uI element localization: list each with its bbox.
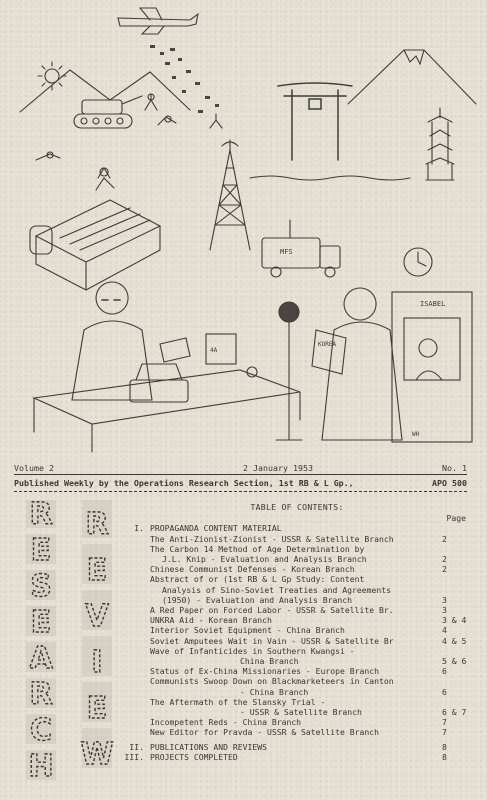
toc-entry-page: 5 & 6 xyxy=(442,656,467,667)
title-letter: C xyxy=(29,713,53,748)
volume-label: Volume 2 xyxy=(14,463,54,473)
mountain-fuji-icon xyxy=(348,50,476,104)
tank-icon xyxy=(74,96,142,128)
booth-sign: ISABEL xyxy=(420,300,446,308)
toc-entry-title: - USSR & Satellite Branch xyxy=(240,707,362,718)
toc-entry-page: 2 xyxy=(442,554,447,565)
toc-entry xyxy=(122,564,472,574)
issue-date: 2 January 1953 xyxy=(243,463,313,473)
water-lines xyxy=(250,176,410,180)
toc-entry-title: The Aftermath of the Slansky Trial - xyxy=(150,696,326,707)
issue-number: No. 1 xyxy=(442,463,467,473)
toc-entry-page: 2 xyxy=(442,564,447,575)
toc-entry xyxy=(122,676,472,686)
publisher-text: Published Weekly by the Operations Research Section, 1st RB & L Gp., xyxy=(14,478,354,488)
masthead-rule-top xyxy=(14,474,467,475)
toc-section-number: III. xyxy=(124,751,144,762)
toc-entry-title: Analysis of Sino-Soviet Treaties and Agreements xyxy=(162,584,392,595)
toc-entry xyxy=(122,646,472,656)
toc-entry-page: 3 & 4 xyxy=(442,615,467,626)
title-letter: H xyxy=(28,749,54,784)
leaflets-icon xyxy=(150,45,219,113)
toc-entry-page xyxy=(442,523,472,533)
toc-entry-page xyxy=(442,585,472,595)
toc-entry-page xyxy=(442,697,472,707)
research-review-title-art xyxy=(22,500,132,800)
masthead-volume-line xyxy=(14,463,467,473)
toc-entry-page xyxy=(442,544,472,554)
title-letter: R xyxy=(29,500,53,532)
toc-entry-page: 8 xyxy=(442,751,447,762)
toc-entry-title: J.L. Knip - Evaluation and Analysis Branch xyxy=(162,554,367,565)
toc-entry xyxy=(122,727,472,737)
clock-icon xyxy=(404,248,432,276)
toc-section xyxy=(122,752,472,762)
toc-entry-page: 7 xyxy=(442,727,447,738)
toc-entry xyxy=(122,574,472,584)
toc-entry xyxy=(122,697,472,707)
toc-entry-page: 4 & 5 xyxy=(442,635,467,646)
title-letter: R xyxy=(85,507,109,542)
radio-truck-icon xyxy=(262,220,340,277)
toc-entry-page: 6 xyxy=(442,666,447,677)
toc-entry-page: 6 xyxy=(442,686,447,697)
toc-entry-page xyxy=(442,646,472,656)
toc-entry xyxy=(122,585,472,595)
title-letter: E xyxy=(86,553,108,588)
toc-entry-title: The Anti-Zionist-Zionist - USSR & Satellite Branch xyxy=(150,533,394,544)
apo-text: APO 500 xyxy=(432,478,467,488)
toc-entry-title: PROJECTS COMPLETED xyxy=(150,751,238,762)
title-letter: E xyxy=(86,691,108,726)
toc-section-number: II. xyxy=(129,741,144,752)
toc-entry-page xyxy=(442,574,472,584)
title-letter: S xyxy=(30,569,52,604)
toc-entry-page: 6 & 7 xyxy=(442,707,467,718)
toc-entry xyxy=(122,666,472,676)
toc-entry xyxy=(122,595,472,605)
toc-entry xyxy=(122,554,472,564)
title-letter: E xyxy=(30,605,52,640)
title-letter: E xyxy=(30,533,52,568)
toc-entry-page: 4 xyxy=(442,625,447,636)
toc-entry-title: Communists Swoop Down on Blackmarketeers in Canton xyxy=(150,676,394,687)
title-letter: W xyxy=(80,737,114,772)
toc-entry-page: 3 xyxy=(442,594,447,605)
toc-entry-page: 8 xyxy=(442,741,447,752)
masthead-rule-bottom xyxy=(14,491,467,492)
toc-entry-title: UNKRA Aid - Korean Branch xyxy=(150,615,272,626)
toc-title: TABLE OF CONTENTS: xyxy=(250,502,344,512)
desk-scene xyxy=(34,282,300,452)
masthead-publisher-line xyxy=(14,478,467,488)
booth-scene xyxy=(392,292,472,442)
pagoda-icon xyxy=(426,108,454,180)
toc-entry xyxy=(122,707,472,717)
toc-entry xyxy=(122,615,472,625)
toc-entry-title: (1950) - Evaluation and Analysis Branch xyxy=(162,594,353,605)
announcer-scene xyxy=(276,288,402,440)
toc-entry-title: Soviet Amputees Wait in Vain - USSR & Satellite Br xyxy=(150,635,394,646)
toc-entry-title: PUBLICATIONS AND REVIEWS xyxy=(150,741,267,752)
toc-section xyxy=(122,523,472,533)
printing-press-icon xyxy=(30,168,160,290)
torii-gate-icon xyxy=(278,83,352,160)
artist-initials: WH xyxy=(412,431,420,438)
radio-tower-icon xyxy=(210,140,250,250)
title-letter: A xyxy=(29,641,53,676)
toc-entry-page: 7 xyxy=(442,717,447,728)
truck-sign: MFS xyxy=(280,248,293,256)
toc-entry-page: 2 xyxy=(442,533,447,544)
paper-label: KOREA xyxy=(318,341,337,348)
title-letter: V xyxy=(85,599,109,634)
toc-entry-title: A Red Paper on Forced Labor - USSR & Satellite Br. xyxy=(150,605,394,616)
toc-entry-title: Incompetent Reds - China Branch xyxy=(150,717,302,728)
toc-entry-title: - China Branch xyxy=(240,686,309,697)
toc-page-header: Page xyxy=(446,513,466,524)
toc-entry-title: Wave of Infanticides in Southern Kwangsi - xyxy=(150,645,355,656)
toc-entry xyxy=(122,636,472,646)
review-word-art xyxy=(80,500,113,772)
toc-entry-title: China Branch xyxy=(240,656,299,667)
toc-entry-title: Chinese Communist Defenses - Korean Branch xyxy=(150,564,355,575)
toc-entry xyxy=(122,605,472,615)
toc-entry-title: Abstract of or (1st RB & L Gp Study: Content xyxy=(150,574,365,585)
toc-entry xyxy=(122,687,472,697)
toc-entry-title: The Carbon 14 Method of Age Determination by xyxy=(150,543,365,554)
toc-entry-page: 3 xyxy=(442,605,447,616)
toc-entry-page xyxy=(442,676,472,686)
toc-entry xyxy=(122,656,472,666)
box-label: 4A xyxy=(210,347,218,354)
toc-entry-title: New Editor for Pravda - USSR & Satellite Branch xyxy=(150,727,380,738)
research-word-art xyxy=(26,500,56,784)
airplane-icon xyxy=(118,8,198,34)
toc-entry xyxy=(122,534,472,544)
toc-entry xyxy=(122,625,472,635)
toc-entry xyxy=(122,717,472,727)
toc-section-number: I. xyxy=(134,523,144,534)
title-letter: R xyxy=(29,677,53,712)
table-of-contents xyxy=(122,502,472,762)
toc-entry-title: PROPAGANDA CONTENT MATERIAL xyxy=(150,523,282,534)
toc-entry-title: Status of Ex-China Missionaries - Europe Branch xyxy=(150,666,380,677)
toc-entry-title: Interior Soviet Equipment - China Branch xyxy=(150,625,345,636)
title-letter: I xyxy=(91,645,103,680)
toc-entry xyxy=(122,544,472,554)
toc-section xyxy=(122,742,472,752)
